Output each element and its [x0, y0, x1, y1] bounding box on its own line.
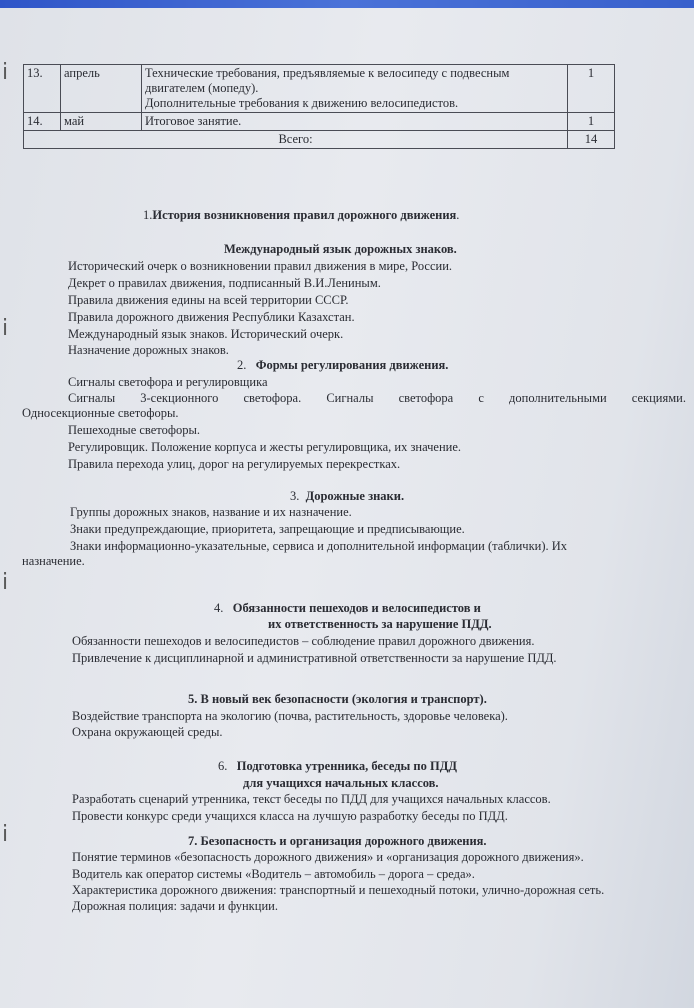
- text-line: Характеристика дорожного движения: транспортный и пешеходный потоки, улично-дорожная сеть.: [72, 883, 605, 897]
- topic-line: двигателем (мопеду).: [145, 81, 259, 95]
- text-line: Исторический очерк о возникновении правил движения в мире, России.: [68, 259, 453, 273]
- text-line: Правила дорожного движения Республики Казахстан.: [68, 310, 355, 324]
- text-line: Знаки информационно-указательные, сервиса и дополнительной информации (таблички). Их: [70, 539, 568, 553]
- section-6-heading: [218, 758, 457, 774]
- staple-mark-icon: ⅰ: [2, 60, 9, 85]
- row-month: май: [61, 113, 142, 131]
- section-6-title-line2: для учащихся начальных классов.: [243, 776, 439, 790]
- table-row: [24, 65, 615, 113]
- row-number: 14.: [24, 113, 61, 131]
- text-line: Воздействие транспорта на экологию (почва, растительность, здоровье человека).: [72, 709, 508, 723]
- row-number: 13.: [24, 65, 61, 113]
- section-number: 4.: [214, 601, 224, 615]
- section-4-heading: [214, 600, 481, 616]
- text-line: Провести конкурс среди учащихся класса на лучшую разработку беседы по ПДД.: [72, 809, 508, 823]
- staple-mark-icon: ⅰ: [2, 316, 9, 341]
- staple-mark-icon: ⅰ: [2, 570, 9, 595]
- section-1-subtitle: Международный язык дорожных знаков.: [224, 242, 457, 256]
- row-hours: 1: [568, 65, 615, 113]
- section-1-heading: [143, 207, 459, 223]
- section-title: Дорожные знаки.: [305, 489, 405, 503]
- text-line: назначение.: [22, 554, 85, 568]
- section-title: Формы регулирования движения.: [255, 358, 449, 372]
- section-5-heading: 5. В новый век безопасности (экология и транспорт).: [188, 692, 487, 706]
- topic-line: Дополнительные требования к движению велосипедистов.: [145, 96, 459, 110]
- section-title: Подготовка утренника, беседы по ПДД: [236, 759, 457, 773]
- text-line: Декрет о правилах движения, подписанный В.И.Лениным.: [68, 276, 381, 290]
- section-number: 3.: [290, 489, 300, 503]
- staple-mark-icon: ⅰ: [2, 822, 9, 847]
- total-label: Всего:: [24, 131, 568, 149]
- word: светофора.: [243, 391, 302, 405]
- lesson-plan-table: [23, 64, 615, 149]
- text-line: Дорожная полиция: задачи и функции.: [72, 899, 278, 913]
- total-hours: 14: [568, 131, 615, 149]
- section-7-heading: 7. Безопасность и организация дорожного движения.: [188, 834, 487, 848]
- word: 3-секционного: [140, 391, 219, 405]
- text-line: Назначение дорожных знаков.: [68, 343, 229, 357]
- text-line: Привлечение к дисциплинарной и административной ответственности за нарушение ПДД.: [72, 651, 557, 665]
- row-topic: [142, 113, 568, 131]
- text-line: Регулировщик. Положение корпуса и жесты регулировщика, их значение.: [68, 440, 461, 454]
- text-line: Разработать сценарий утренника, текст беседы по ПДД для учащихся начальных классов.: [72, 792, 551, 806]
- row-hours: 1: [568, 113, 615, 131]
- section-title: История возникновения правил дорожного движения: [152, 208, 457, 222]
- word: Сигналы: [68, 391, 116, 405]
- section-4-title-line2: их ответственность за нарушение ПДД.: [268, 617, 492, 631]
- row-month: апрель: [61, 65, 142, 113]
- section-title: Обязанности пешеходов и велосипедистов и: [232, 601, 481, 615]
- text-line: Сигналы светофора и регулировщика: [68, 375, 268, 389]
- text-line: Группы дорожных знаков, название и их назначение.: [70, 505, 352, 519]
- section-3-heading: [290, 488, 404, 504]
- section-number: 1.: [143, 208, 153, 222]
- word: дополнительными: [509, 391, 607, 405]
- table-row: [24, 113, 615, 131]
- section-number: 6.: [218, 759, 228, 773]
- text-line: Односекционные светофоры.: [22, 406, 179, 420]
- justified-line: [68, 390, 686, 406]
- heading-period: .: [456, 208, 460, 222]
- word: светофора: [398, 391, 454, 405]
- text-line: Охрана окружающей среды.: [72, 725, 223, 739]
- table-total-row: [24, 131, 615, 149]
- text-line: Знаки предупреждающие, приоритета, запрещающие и предписывающие.: [70, 522, 465, 536]
- text-line: Водитель как оператор системы «Водитель – автомобиль – дорога – среда».: [72, 867, 475, 881]
- section-number: 2.: [237, 358, 247, 372]
- text-line: Международный язык знаков. Исторический очерк.: [68, 327, 344, 341]
- text-line: Пешеходные светофоры.: [68, 423, 200, 437]
- text-line: Правила движения едины на всей территории СССР.: [68, 293, 349, 307]
- word: Сигналы: [326, 391, 374, 405]
- word: с: [478, 391, 484, 405]
- topic-line: Итоговое занятие.: [145, 114, 242, 128]
- topic-line: Технические требования, предъявляемые к велосипеду с подвесным: [145, 66, 510, 80]
- text-line: Обязанности пешеходов и велосипедистов – соблюдение правил дорожного движения.: [72, 634, 535, 648]
- text-line: Правила перехода улиц, дорог на регулируемых перекрестках.: [68, 457, 401, 471]
- row-topic: [142, 65, 568, 113]
- word: секциями.: [631, 391, 686, 405]
- text-line: Понятие терминов «безопасность дорожного движения» и «организация дорожного движения».: [72, 850, 584, 864]
- section-2-heading: [237, 357, 448, 373]
